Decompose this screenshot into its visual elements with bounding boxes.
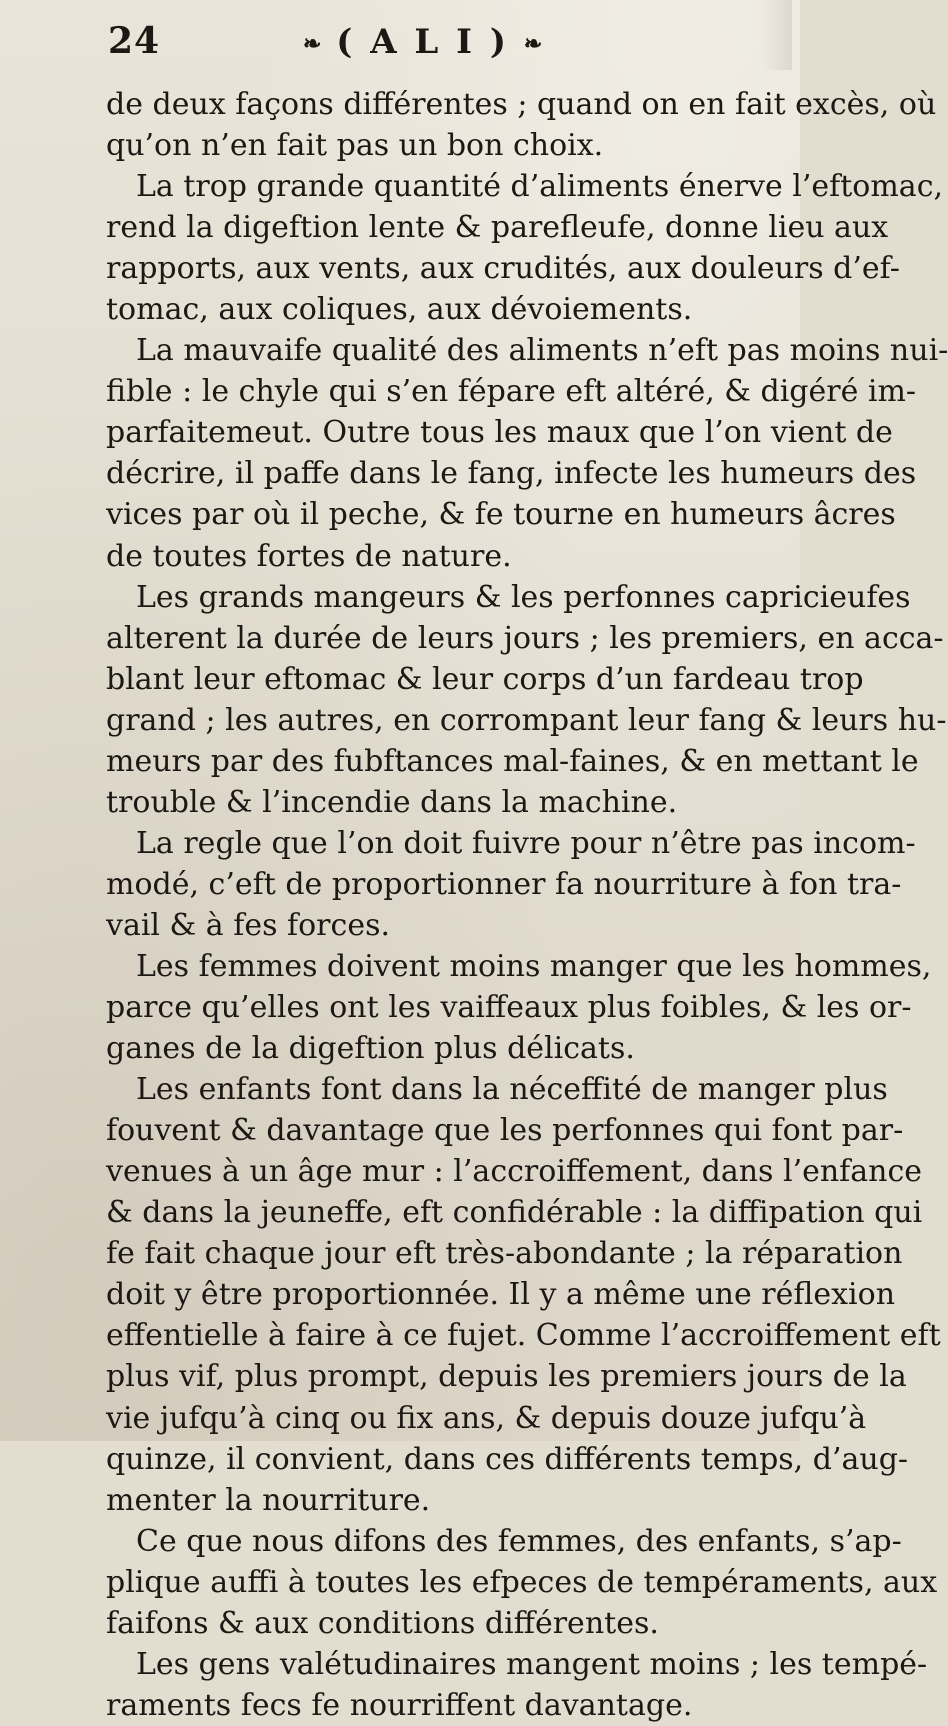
running-head-title: ( A L I ) — [336, 22, 509, 62]
paragraph — [106, 577, 947, 823]
text-line: Les gens valétudinaires mangent moins ; les tempé- — [136, 1646, 928, 1682]
text-line: La regle que l’on doit fuivre pour n’être pas incom- — [136, 825, 916, 861]
text-line: plus vif, plus prompt, depuis les premiers jours de la — [106, 1359, 907, 1395]
ornament-right-icon: ❧ — [523, 31, 543, 57]
paragraph — [106, 84, 937, 166]
text-line: qu’on n’en fait pas un bon choix. — [106, 128, 604, 164]
text-line: vie jufqu’à cinq ou fix ans, & depuis douze jufqu’à — [106, 1400, 867, 1436]
text-line: tomac, aux coliques, aux dévoiements. — [106, 292, 693, 328]
page-number: 24 — [108, 20, 161, 62]
paragraph — [106, 330, 948, 576]
text-line: raments fecs fe nourriffent davantage. — [106, 1687, 693, 1723]
text-line: rend la digeftion lente & parefleufe, donne lieu aux — [106, 210, 889, 246]
text-line: fible : le chyle qui s’en fépare eft altéré, & digéré im- — [106, 374, 917, 410]
text-line: doit y être proportionnée. Il y a même une réflexion — [106, 1277, 896, 1313]
text-line: quinze, il convient, dans ces différents temps, d’aug- — [106, 1441, 909, 1477]
text-line: de deux façons différentes ; quand on en fait excès, où — [106, 87, 937, 122]
text-line: parfaitemeut. Outre tous les maux que l’on vient de — [106, 415, 893, 451]
text-line: Les grands mangeurs & les perfonnes capricieufes — [136, 579, 911, 615]
paragraph — [106, 1644, 928, 1726]
text-line: fe fait chaque jour eft très-abondante ; la réparation — [106, 1236, 903, 1272]
text-line: décrire, il paffe dans le fang, infecte les humeurs des — [106, 456, 917, 492]
body-text — [106, 84, 948, 1726]
text-line: de toutes fortes de nature. — [106, 538, 512, 574]
text-line: venues à un âge mur : l’accroiffement, dans l’enfance — [106, 1154, 923, 1190]
text-line: La trop grande quantité d’aliments énerve l’eftomac, — [136, 169, 944, 205]
page-edge-shadow — [762, 0, 792, 70]
paragraph — [106, 166, 944, 330]
text-line: Ce que nous difons des femmes, des enfants, s’ap- — [136, 1523, 902, 1559]
page-header — [108, 18, 708, 68]
text-line: meurs par des fubftances mal-faines, & en mettant le — [106, 743, 919, 779]
text-line: rapports, aux vents, aux crudités, aux douleurs d’ef- — [106, 251, 900, 287]
text-line: plique auffi à toutes les efpeces de tempéraments, aux — [106, 1564, 938, 1600]
text-line: fouvent & davantage que les perfonnes qui font par- — [106, 1113, 904, 1149]
text-line: faifons & aux conditions différentes. — [106, 1605, 659, 1641]
text-line: blant leur eftomac & leur corps d’un fardeau trop — [106, 661, 864, 697]
text-line: Les femmes doivent moins manger que les hommes, — [136, 948, 932, 984]
text-line: vail & à fes forces. — [106, 907, 391, 943]
text-line: alterent la durée de leurs jours ; les premiers, en acca- — [106, 620, 944, 656]
text-line: grand ; les autres, en corrompant leur fang & leurs hu- — [106, 702, 947, 738]
text-line: & dans la jeuneffe, eft confidérable : la diffipation qui — [106, 1195, 923, 1231]
text-line: ganes de la digeftion plus délicats. — [106, 1031, 635, 1067]
paragraph — [106, 823, 916, 946]
running-head — [303, 22, 542, 62]
text-line: menter la nourriture. — [106, 1482, 431, 1518]
text-line: Les enfants font dans la néceffité de manger plus — [136, 1072, 888, 1108]
paragraph — [106, 1521, 938, 1644]
text-line: La mauvaife qualité des aliments n’eft pas moins nui- — [136, 333, 948, 369]
ornament-left-icon: ❧ — [303, 31, 322, 57]
text-line: effentielle à faire à ce fujet. Comme l’accroiffement eft — [106, 1318, 941, 1354]
paragraph — [106, 946, 932, 1069]
text-line: modé, c’eft de proportionner fa nourriture à fon tra- — [106, 866, 902, 902]
paragraph — [106, 1069, 941, 1521]
text-line: trouble & l’incendie dans la machine. — [106, 784, 678, 820]
text-line: parce qu’elles ont les vaiffeaux plus foibles, & les or- — [106, 990, 912, 1026]
text-line: vices par où il peche, & fe tourne en humeurs âcres — [106, 497, 896, 533]
